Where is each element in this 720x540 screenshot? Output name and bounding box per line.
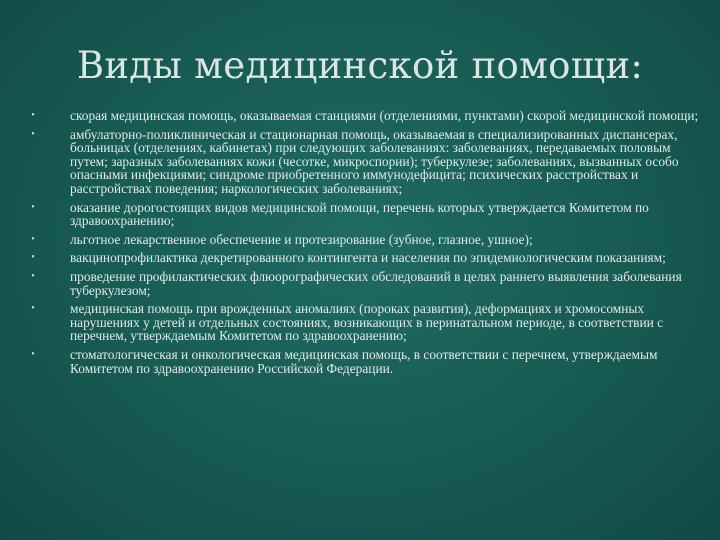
list-item [28, 128, 700, 196]
list-item-text: проведение профилактических флюорографических обследований в целях раннего выявления заболевания туберкулезом; [70, 268, 682, 298]
list-item-text: вакцинопрофилактика декретированного контингента и населения по эпидемиологическим показаниям; [70, 250, 666, 266]
bullet-dot-icon: • [31, 201, 35, 213]
list-item [28, 251, 700, 265]
bullet-dot-icon: • [31, 252, 35, 264]
bullet-dot-icon: • [31, 303, 35, 315]
bullet-list [28, 109, 700, 380]
bullet-dot-icon: • [31, 270, 35, 282]
list-item [28, 302, 700, 343]
list-item [28, 109, 700, 123]
list-item [28, 201, 700, 228]
list-item [28, 348, 700, 375]
list-item-text: медицинская помощь при врожденных аномалиях (пороках развития), деформациях и хромосомных нарушениях у детей и отдельных состояниях, возникающих в перинатальном периоде, в соответствии с перечнем, утверждаемым Комитетом по здравоохранению; [70, 301, 664, 344]
bullet-dot-icon: • [31, 128, 35, 140]
list-item [28, 233, 700, 247]
list-item [28, 270, 700, 297]
list-item-text: скорая медицинская помощь, оказываемая станциями (отделениями, пунктами) скорой медицинской помощи; [70, 108, 699, 123]
slide-title: Виды медицинской помощи: [76, 44, 644, 87]
list-item-text: амбулаторно-поликлиническая и стационарная помощь, оказываемая в специализированных диспансерах, больницах (отделениях, кабинетах) при следующих заболеваниях: заболеваниях, передаваемых половым путем; заразных заболеваниях кожи (чесотке, микроспории); туберкулезе; заболеваниях, вызванных особо опасными инфекциями; синдроме приобретенного иммунодефицита; психических расстройствах и расстройствах поведения; наркологических заболеваниях; [70, 126, 679, 196]
list-item-text: оказание дорогостоящих видов медицинской помощи, перечень которых утверждается Комитетом по здравоохранению; [70, 199, 649, 229]
list-item-text: льготное лекарственное обеспечение и протезирование (зубное, глазное, ушное); [70, 231, 533, 247]
bullet-dot-icon: • [31, 233, 35, 245]
bullet-dot-icon: • [31, 110, 35, 121]
bullet-dot-icon: • [31, 348, 35, 360]
list-item-text: стоматологическая и онкологическая медицинская помощь, в соответствии с перечнем, утверждаемым Комитетом по здравоохранению Российской Федерации. [70, 346, 658, 376]
